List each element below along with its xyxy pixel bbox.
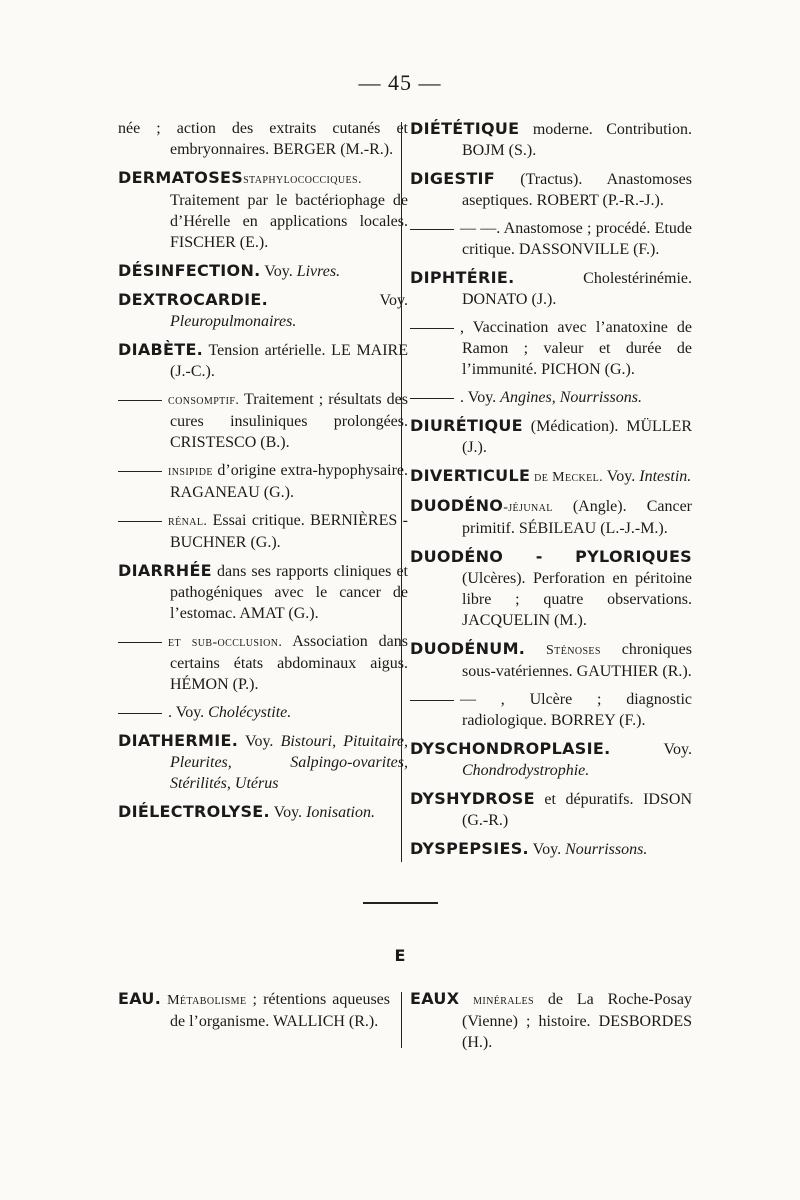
index-entry	[410, 168, 692, 211]
index-entry	[410, 317, 692, 380]
entry-qualifier: insipide	[168, 464, 213, 479]
entry-reference: Nourrissons.	[565, 841, 648, 858]
entry-qualifier: rénal.	[168, 514, 208, 529]
entry-text: — , Ulcère ; diagnostic radiologique. BORREY (F.).	[460, 691, 692, 729]
entry-text: Cholestérinémie. DONATO (J.).	[462, 270, 692, 308]
entry-keyword: DIÉLECTROLYSE.	[118, 802, 270, 821]
index-entry	[410, 495, 692, 539]
entry-qualifier: -jéjunal	[503, 500, 553, 515]
entry-qualifier: de Meckel.	[530, 470, 604, 485]
repeat-dash	[410, 700, 454, 701]
index-entry	[410, 689, 692, 731]
entry-qualifier: Sténoses	[525, 643, 601, 658]
entry-text: (Tractus). Anastomoses aseptiques. ROBERT (P.-R.-J.).	[462, 171, 692, 209]
entry-text: chroniques sous-vatériennes. GAUTHIER (R.).	[462, 641, 692, 680]
entry-keyword: DIPHTÉRIE.	[410, 268, 515, 287]
index-entry	[118, 631, 408, 695]
entry-text: Voy.	[260, 263, 297, 280]
entry-reference: Intestin.	[639, 468, 692, 485]
index-entry	[410, 738, 692, 781]
repeat-dash	[118, 471, 162, 472]
entry-qualifier: Métabolisme	[161, 993, 247, 1008]
repeat-dash	[118, 521, 162, 522]
index-entry	[410, 415, 692, 458]
index-entry	[410, 465, 692, 488]
entry-text: — —. Anastomose ; procédé. Etude critique. DASSONVILLE (F.).	[460, 220, 692, 258]
repeat-dash	[118, 642, 162, 643]
repeat-dash	[410, 229, 454, 230]
entry-text: née ; action des extraits cutanés et embryonnaires. BERGER (M.-R.).	[118, 120, 408, 158]
index-entry	[410, 788, 692, 831]
entry-text: (Médication). MÜLLER (J.).	[462, 418, 692, 456]
bottom-column-divider	[401, 992, 402, 1048]
entry-qualifier: staphylococciques.	[243, 172, 362, 187]
entry-text: Voy.	[238, 733, 281, 750]
entry-text: . Voy.	[168, 704, 209, 721]
entry-reference: Livres.	[296, 263, 341, 280]
index-entry	[118, 167, 408, 253]
entry-text: Essai critique. BERNIÈRES - BUCHNER (G.).	[170, 512, 408, 551]
entry-keyword: DIÉTÉTIQUE	[410, 119, 520, 138]
entry-keyword: DUODÉNO - PYLORIQUES	[410, 547, 692, 566]
entry-keyword: DEXTROCARDIE.	[118, 290, 268, 309]
entry-reference: Cholécystite.	[208, 704, 292, 721]
left-column	[118, 118, 408, 830]
index-entry	[410, 118, 692, 161]
entry-qualifier: consomptif.	[168, 393, 240, 408]
entry-keyword: DIVERTICULE	[410, 466, 531, 485]
entry-qualifier: et sub-occlusion.	[168, 635, 283, 650]
right-column	[410, 118, 692, 867]
repeat-dash	[118, 713, 162, 714]
entry-text: ; rétentions aqueuses de l’organisme. WALLICH (R.).	[170, 991, 391, 1030]
entry-keyword: DUODÉNUM.	[410, 639, 526, 658]
entry-keyword: DYSCHONDROPLASIE.	[410, 739, 611, 758]
section-letter: E	[394, 946, 406, 965]
entry-keyword: DIURÉTIQUE	[410, 416, 523, 435]
index-entry	[118, 730, 408, 794]
entry-text: de La Roche-Posay (Vienne) ; histoire. DESBORDES (H.).	[462, 991, 692, 1051]
index-entry	[118, 339, 408, 382]
index-entry	[410, 267, 692, 310]
index-entry	[118, 560, 408, 624]
entry-keyword: EAUX	[410, 989, 460, 1008]
entry-reference: Chondrodystrophie.	[462, 762, 590, 779]
entry-keyword: DIATHERMIE.	[118, 731, 239, 750]
entry-text: Voy.	[269, 804, 307, 821]
entry-keyword: DIARRHÉE	[118, 561, 212, 580]
entry-text: Voy.	[267, 292, 408, 309]
index-entry	[118, 289, 408, 332]
index-entry	[118, 510, 408, 553]
entry-reference: Ionisation.	[306, 804, 375, 821]
entry-keyword: DERMATOSES	[118, 168, 244, 187]
entry-reference: Angines, Nourrissons.	[500, 389, 642, 406]
entry-keyword: DIABÈTE.	[118, 340, 204, 359]
entry-text: Traitement ; résultats des cures insuliniques prolongées. CRISTESCO (B.).	[170, 391, 408, 451]
entry-reference: Pleuropulmonaires.	[170, 313, 297, 330]
page-number: — 45 —	[358, 70, 442, 95]
index-entry	[410, 387, 692, 408]
index-entry	[118, 118, 408, 160]
entry-text: Voy.	[528, 841, 566, 858]
entry-text: d’origine extra-hypophysaire. RAGANEAU (G.).	[170, 462, 408, 501]
index-entry	[410, 838, 692, 860]
index-entry	[118, 260, 408, 282]
repeat-dash	[410, 328, 454, 329]
entry-text: , Vaccination avec l’anatoxine de Ramon ; valeur et durée de l’immunité. PICHON (G.).	[460, 319, 692, 378]
index-entry	[118, 702, 408, 723]
column-divider	[401, 122, 402, 862]
index-entry	[410, 218, 692, 260]
repeat-dash	[118, 400, 162, 401]
entry-text: et dépuratifs. IDSON (G.-R.)	[462, 791, 692, 829]
entry-reference: Bistouri, Pituitaire, Pleurites, Salpingo-ovarites, Stérilités, Utérus	[170, 733, 408, 792]
entry-text: (Ulcères). Perforation en péritoine libre ; quatre observations. JACQUELIN (M.).	[462, 570, 692, 629]
section-rule	[363, 902, 438, 904]
entry-text: . Voy.	[460, 389, 501, 406]
entry-keyword: DÉSINFECTION.	[118, 261, 261, 280]
entry-text: dans ses rapports cliniques et pathogéniques avec le cancer de l’estomac. AMAT (G.).	[170, 563, 408, 622]
index-entry	[118, 460, 408, 503]
repeat-dash	[410, 398, 454, 399]
entry-keyword: DYSPEPSIES.	[410, 839, 529, 858]
index-entry	[410, 988, 692, 1053]
entry-text: Association dans certains états abdominaux aigus. HÉMON (P.).	[170, 633, 409, 693]
bottom-left-entry	[118, 988, 390, 1039]
index-entry	[410, 546, 692, 631]
entry-keyword: DUODÉNO	[410, 496, 504, 515]
index-entry	[118, 389, 408, 453]
entry-qualifier: minérales	[459, 993, 534, 1008]
entry-keyword: DIGESTIF	[410, 169, 496, 188]
entry-text: (Angle). Cancer primitif. SÉBILEAU (L.-J.-M.).	[462, 498, 692, 537]
entry-text: Voy.	[603, 468, 640, 485]
bottom-right-entry	[410, 988, 692, 1060]
entry-keyword: EAU.	[118, 989, 162, 1008]
index-entry	[118, 988, 390, 1032]
entry-text: moderne. Contribution. BOJM (S.).	[462, 121, 692, 159]
index-entry	[410, 638, 692, 682]
entry-text: Tension artérielle. LE MAIRE (J.-C.).	[170, 342, 408, 380]
entry-text: Voy.	[610, 741, 692, 758]
index-entry	[118, 801, 408, 823]
entry-text: Traitement par le bactériophage de d’Hérelle en applications locales. FISCHER (E.).	[170, 192, 408, 251]
entry-keyword: DYSHYDROSE	[410, 789, 535, 808]
